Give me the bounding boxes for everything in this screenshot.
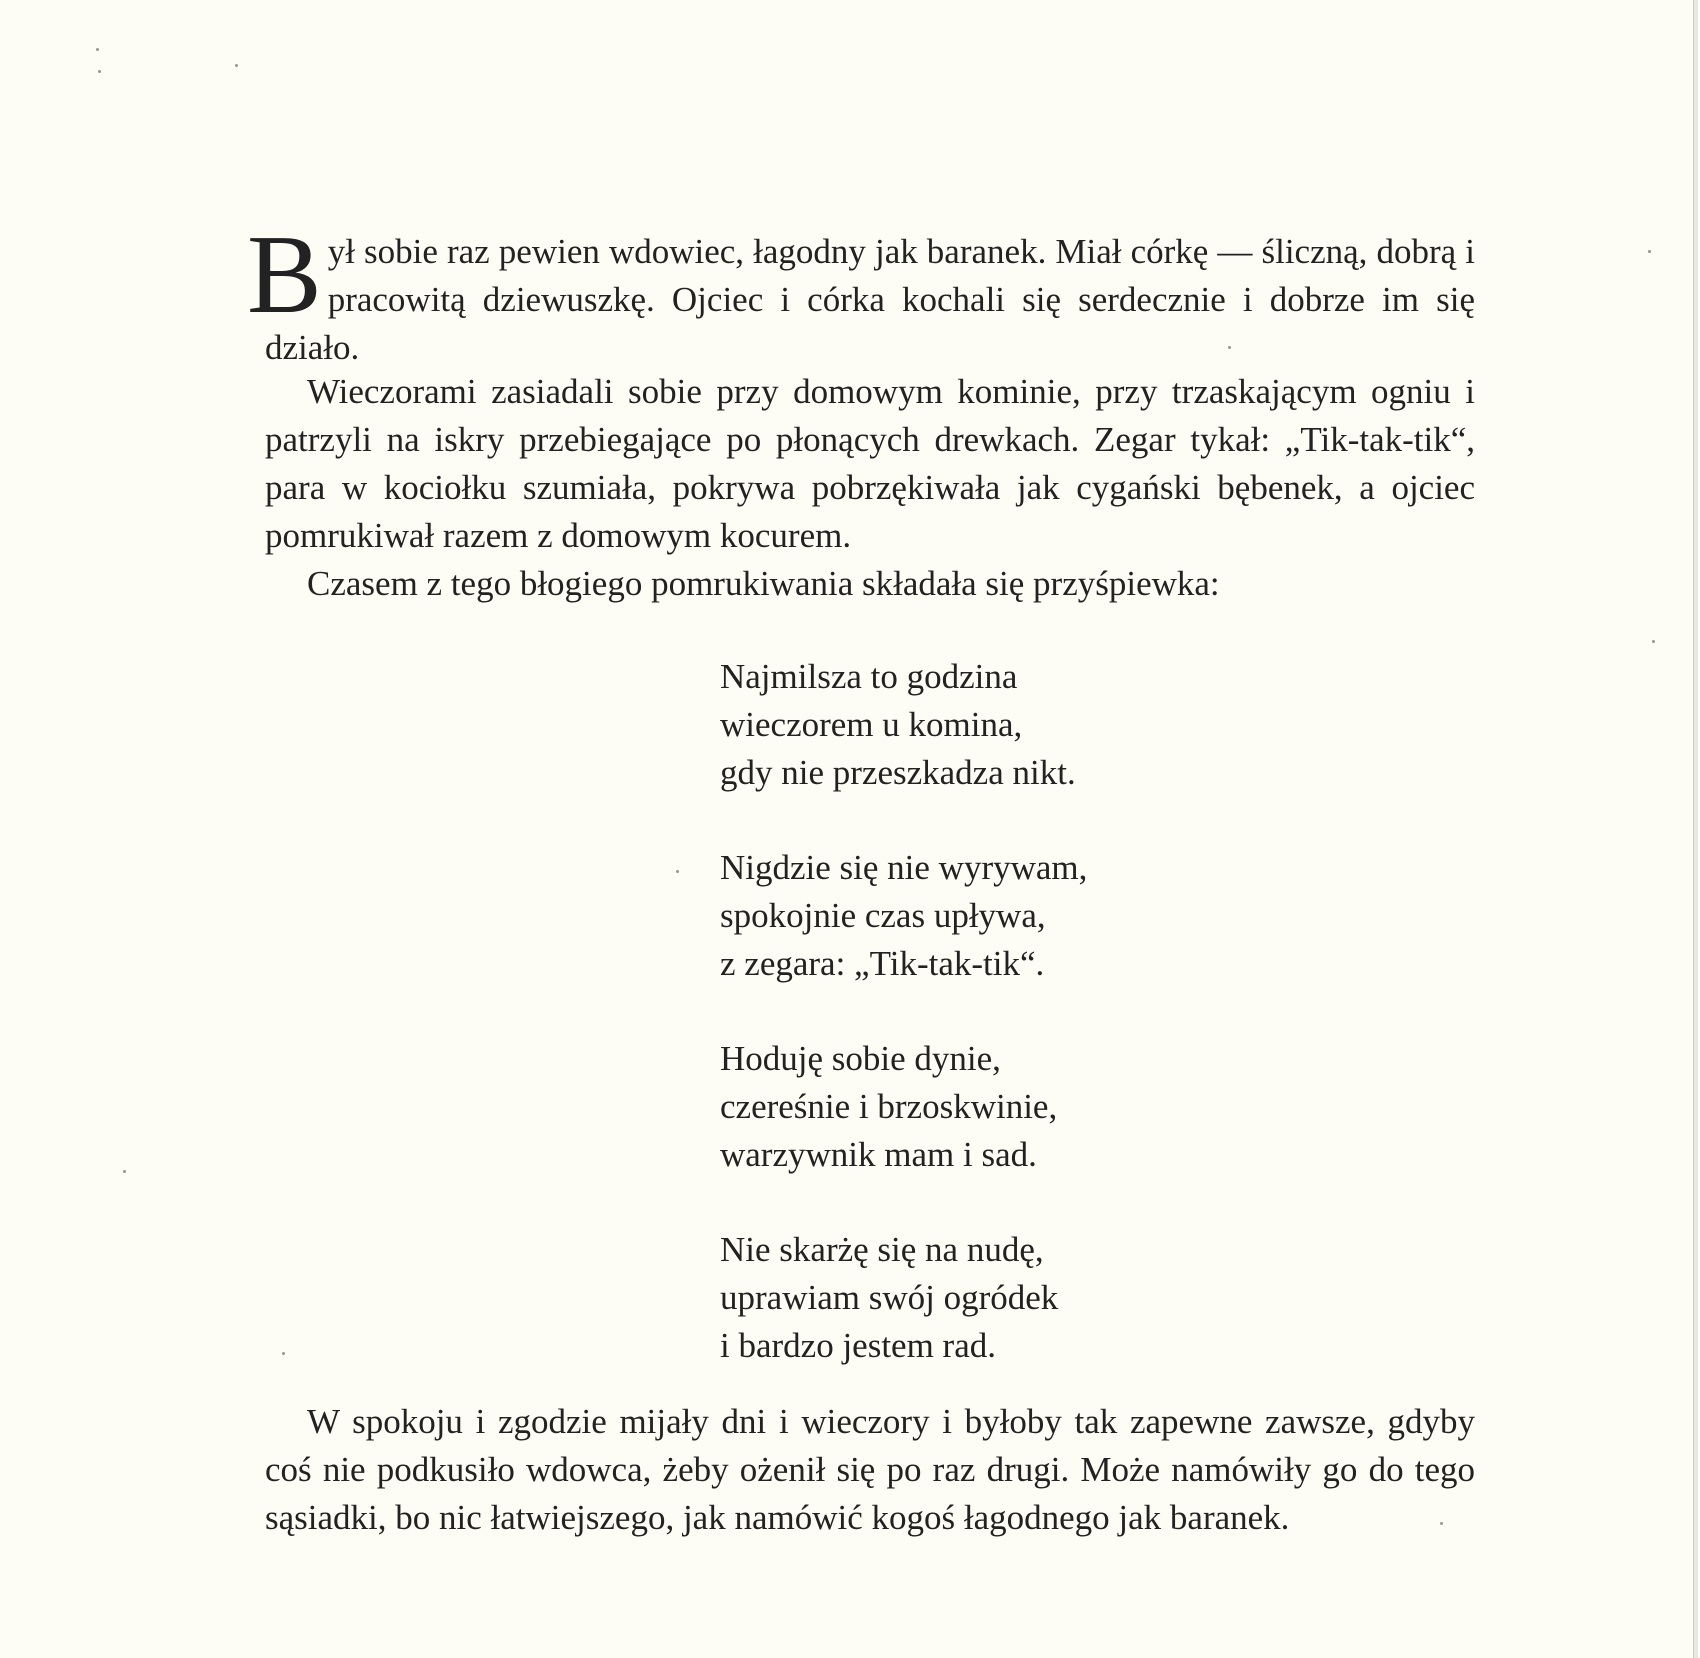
poem-stanza-3 [720,1035,1280,1179]
drop-cap: B [247,213,322,337]
paper-speck [1648,250,1651,253]
paper-speck [676,870,679,873]
paper-speck [1652,640,1655,643]
poem-line: Najmilsza to godzina [720,657,1018,696]
poem-stanza-4 [720,1226,1280,1370]
poem-line: warzywnik mam i sad. [720,1135,1037,1174]
story-paragraph-4: W spokoju i zgodzie mijały dni i wieczory i byłoby tak zapewne zawsze, gdyby coś nie podkusiło wdowca, żeby ożenił się po raz drugi. Może namówiły go do tego sąsiadki, bo nic łatwiejszego, jak namówić kogoś łagodnego jak baranek. [265,1402,1475,1537]
poem-line: uprawiam swój ogródek [720,1278,1059,1317]
paper-speck [235,64,238,67]
poem-stanza-1 [720,653,1280,797]
story-paragraph-3: Czasem z tego błogiego pomrukiwania składała się przyśpiewka: [307,564,1220,603]
poem-line: i bardzo jestem rad. [720,1326,997,1365]
paper-speck [98,70,101,73]
paper-speck [282,1352,285,1355]
poem-line: z zegara: „Tik-tak-tik“. [720,944,1045,983]
page-edge-shadow [1693,0,1698,1658]
poem-line: Hoduję sobie dynie, [720,1039,1001,1078]
poem-line: czereśnie i brzoskwinie, [720,1087,1058,1126]
poem-line: gdy nie przeszkadza nikt. [720,753,1076,792]
paper-speck [96,48,99,51]
paper-speck [123,1170,126,1173]
poem-stanza-2 [720,844,1280,988]
poem-line: spokojnie czas upływa, [720,896,1046,935]
story-paragraph-2: Wieczorami zasiadali sobie przy domowym kominie, przy trzaskającym ogniu i patrzyli na iskry przebiegające po płonących drewkach. Zegar tykał: „Tik-tak-tik“, para w kociołku szumiała, pokrywa pobrzękiwała jak cygański bębenek, a ojciec pomrukiwał razem z domowym kocurem. [265,372,1475,555]
poem-line: Nigdzie się nie wyrywam, [720,848,1088,887]
story-paragraph-1 [247,213,1475,372]
poem-line: wieczorem u komina, [720,705,1023,744]
poem-line: Nie skarżę się na nudę, [720,1230,1044,1269]
paragraph-1-text: ył sobie raz pewien wdowiec, łagodny jak baranek. Miał córkę — śliczną, dobrą i pracowitą dziewuszkę. Ojciec i córka kochali się serdecznie i dobrze im się działo. [265,232,1475,367]
